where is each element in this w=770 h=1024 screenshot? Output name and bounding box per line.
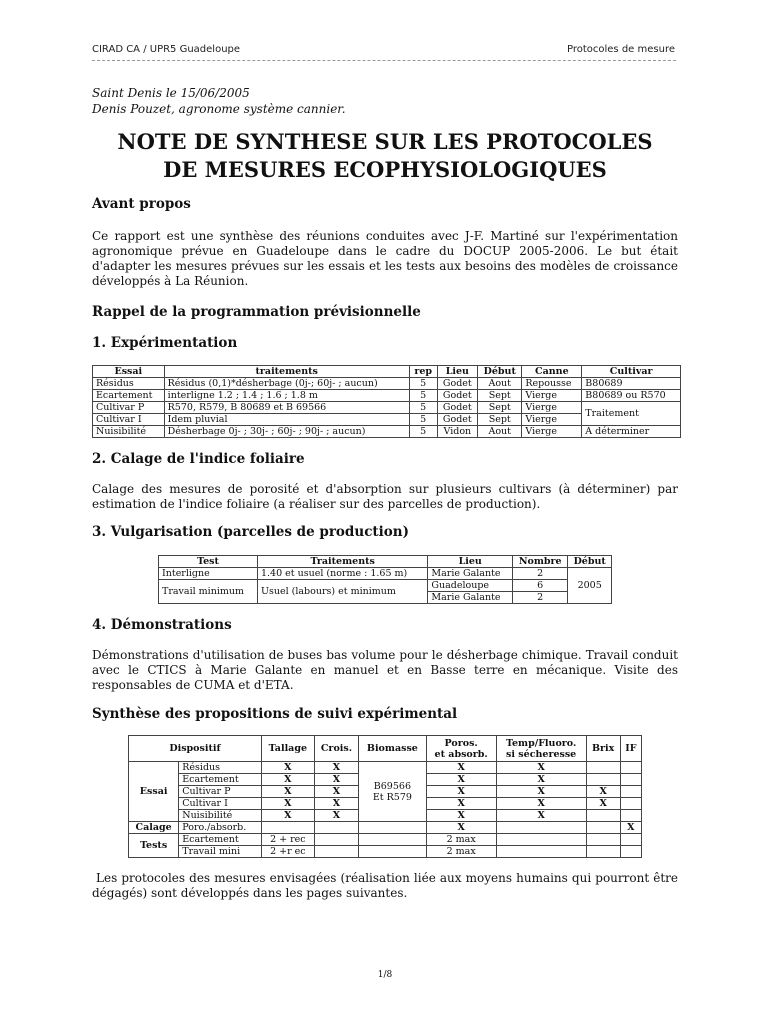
cell: Vierge: [522, 390, 582, 402]
cell: 2: [513, 568, 568, 580]
cell: [586, 810, 620, 822]
cell: Interligne: [159, 568, 258, 580]
cell: X: [314, 786, 358, 798]
cell: X: [426, 822, 496, 834]
cell: [586, 834, 620, 846]
table-row: [93, 378, 681, 390]
cell: Désherbage 0j- ; 30j- ; 60j- ; 90j- ; aucun): [164, 426, 409, 438]
cell: Vierge: [522, 414, 582, 426]
cell: Nuisibilité: [179, 810, 262, 822]
cell: X: [426, 786, 496, 798]
group-essai: Essai: [129, 762, 179, 822]
col-dispositif: Dispositif: [129, 736, 262, 762]
heading-experimentation: 1. Expérimentation: [92, 335, 238, 351]
cell: Cultivar P: [93, 402, 165, 414]
cell: 5: [409, 414, 437, 426]
cell: Cultivar I: [179, 798, 262, 810]
page-number: 1/8: [377, 970, 393, 980]
cell: Repousse: [522, 378, 582, 390]
col-temp-line2: si sécheresse: [506, 748, 577, 760]
calage-text: Calage des mesures de porosité et d'absorption sur plusieurs cultivars (à déterminer) par estimation de l'indice foliaire (a réaliser sur des parcelles de production).: [92, 482, 678, 511]
cell: X: [261, 774, 314, 786]
cell: [620, 834, 641, 846]
cell: [359, 834, 426, 846]
col-test: Test: [159, 556, 258, 568]
cell: Ecartement: [93, 390, 165, 402]
cell: [314, 834, 358, 846]
table-row: [159, 580, 612, 592]
cell: Travail mini: [179, 846, 262, 858]
table-row: [159, 568, 612, 580]
cell: X: [261, 810, 314, 822]
cell: 1.40 et usuel (norme : 1.65 m): [257, 568, 427, 580]
header-right: Protocoles de mesure: [566, 44, 675, 55]
cell: [620, 786, 641, 798]
cell: Résidus (0,1)*désherbage (0j-; 60j- ; aucun): [164, 378, 409, 390]
cell: Ecartement: [179, 774, 262, 786]
cell: X: [620, 822, 641, 834]
cell: Aout: [478, 426, 522, 438]
cell: [496, 822, 586, 834]
table-row: [129, 822, 642, 834]
document-title: [60, 128, 710, 184]
cell: X: [314, 762, 358, 774]
experimentation-table: [92, 365, 681, 438]
table-header-row: [93, 366, 681, 378]
group-tests: Tests: [129, 834, 179, 858]
cell: [496, 834, 586, 846]
cell: Poro./absorb.: [179, 822, 262, 834]
cell: Vierge: [522, 402, 582, 414]
cell: Résidus: [179, 762, 262, 774]
cell: Godet: [437, 378, 477, 390]
cell: Godet: [437, 414, 477, 426]
cell: Sept: [478, 414, 522, 426]
col-lieu: Lieu: [428, 556, 513, 568]
col-biomasse: Biomasse: [359, 736, 426, 762]
heading-vulgarisation: 3. Vulgarisation (parcelles de production): [92, 524, 409, 540]
table-row: [129, 762, 642, 774]
heading-rappel: Rappel de la programmation prévisionnelle: [92, 304, 421, 320]
cell: [586, 774, 620, 786]
cell: X: [261, 762, 314, 774]
cell: Cultivar I: [93, 414, 165, 426]
cell: [314, 822, 358, 834]
title-line-2: DE MESURES ECOPHYSIOLOGIQUES: [163, 157, 607, 182]
col-temp: [496, 736, 586, 762]
avant-propos-text: Ce rapport est une synthèse des réunions conduites avec J-F. Martiné sur l'expérimentation agronomique prévue en Guadeloupe dans le cadre du DOCUP 2005-2006. Le but était d'adapter les mesures prévues sur les essais et les tests aux besoins des modèles de croissance développés à La Réunion.: [92, 229, 678, 288]
cell: X: [261, 798, 314, 810]
cell: X: [426, 798, 496, 810]
cell: Marie Galante: [428, 592, 513, 604]
col-traitements: traitements: [164, 366, 409, 378]
col-poros-line1: Poros.: [444, 737, 478, 749]
cell: Godet: [437, 390, 477, 402]
col-cultivar: Cultivar: [582, 366, 681, 378]
table-row: [129, 834, 642, 846]
cell: X: [586, 798, 620, 810]
cell: 2: [513, 592, 568, 604]
cell: Marie Galante: [428, 568, 513, 580]
cell: X: [314, 798, 358, 810]
col-lieu: Lieu: [437, 366, 477, 378]
cell: X: [496, 786, 586, 798]
group-calage: Calage: [129, 822, 179, 834]
cell: [359, 822, 426, 834]
cell: X: [314, 774, 358, 786]
header-rule: [92, 60, 676, 61]
cell: [314, 846, 358, 858]
cell: X: [586, 786, 620, 798]
demonstrations-text: Démonstrations d'utilisation de buses bas volume pour le désherbage chimique. Travail conduit avec le CTICS à Marie Galante en manuel et en Basse terre en mécanique. Visite des responsables de CUMA et d'ETA.: [92, 648, 678, 692]
cell: X: [314, 810, 358, 822]
synthese-table: [128, 735, 642, 858]
col-debut: Début: [568, 556, 612, 568]
cell: Vidon: [437, 426, 477, 438]
cell: 5: [409, 402, 437, 414]
header-left: CIRAD CA / UPR5 Guadeloupe: [92, 44, 241, 55]
closing-text: Les protocoles des mesures envisagées (réalisation liée aux moyens humains qui pourront être dégagés) sont développés dans les pages suivantes.: [92, 871, 678, 900]
cell: Sept: [478, 390, 522, 402]
cell: Sept: [478, 402, 522, 414]
table-header-row: [159, 556, 612, 568]
cell: X: [496, 762, 586, 774]
heading-demonstrations: 4. Démonstrations: [92, 617, 232, 633]
table-row: [93, 390, 681, 402]
table-row: [129, 846, 642, 858]
cell: R570, R579, B 80689 et B 69566: [164, 402, 409, 414]
cell: X: [426, 774, 496, 786]
heading-avant-propos: Avant propos: [92, 196, 191, 212]
table-row: [93, 402, 681, 414]
cell: X: [496, 774, 586, 786]
cell: Cultivar P: [179, 786, 262, 798]
cell: [586, 762, 620, 774]
col-rep: rep: [409, 366, 437, 378]
cell: Idem pluvial: [164, 414, 409, 426]
cell: interligne 1.2 ; 1.4 ; 1.6 ; 1.8 m: [164, 390, 409, 402]
heading-calage: 2. Calage de l'indice foliaire: [92, 451, 305, 467]
col-poros: [426, 736, 496, 762]
cell: [620, 798, 641, 810]
col-debut: Début: [478, 366, 522, 378]
cell: 2 + rec: [261, 834, 314, 846]
cell: 2 max: [426, 846, 496, 858]
cell: Vierge: [522, 426, 582, 438]
cell: [620, 774, 641, 786]
cell: Résidus: [93, 378, 165, 390]
heading-synthese: Synthèse des propositions de suivi expérimental: [92, 706, 458, 722]
cell: Godet: [437, 402, 477, 414]
col-traitements: Traitements: [257, 556, 427, 568]
cell: 5: [409, 390, 437, 402]
cell: B80689 ou R570: [582, 390, 681, 402]
col-canne: Canne: [522, 366, 582, 378]
cell: Nuisibilité: [93, 426, 165, 438]
cell: 5: [409, 378, 437, 390]
col-temp-line1: Temp/Fluoro.: [506, 737, 577, 749]
table-row: [93, 426, 681, 438]
cell: Traitement: [582, 402, 681, 426]
cell-biomasse: [359, 762, 426, 822]
vulgarisation-table: [158, 555, 612, 604]
cell: Usuel (labours) et minimum: [257, 580, 427, 604]
cell: X: [496, 810, 586, 822]
author: Denis Pouzet, agronome système cannier.: [92, 102, 346, 116]
cell: [359, 846, 426, 858]
cell: Guadeloupe: [428, 580, 513, 592]
col-tallage: Tallage: [261, 736, 314, 762]
cell: Ecartement: [179, 834, 262, 846]
title-line-1: NOTE DE SYNTHESE SUR LES PROTOCOLES: [117, 129, 653, 154]
cell: X: [426, 810, 496, 822]
col-brix: Brix: [586, 736, 620, 762]
cell: Aout: [478, 378, 522, 390]
cell: X: [426, 762, 496, 774]
col-if: IF: [620, 736, 641, 762]
cell: 5: [409, 426, 437, 438]
cell: [261, 822, 314, 834]
biomasse-line2: Et R579: [372, 791, 412, 803]
cell: [620, 762, 641, 774]
cell: [586, 822, 620, 834]
place-date: Saint Denis le 15/06/2005: [92, 86, 250, 100]
cell-debut: 2005: [568, 568, 612, 604]
col-essai: Essai: [93, 366, 165, 378]
col-nombre: Nombre: [513, 556, 568, 568]
cell: [620, 810, 641, 822]
cell: X: [261, 786, 314, 798]
biomasse-line1: B69566: [373, 780, 411, 792]
col-poros-line2: et absorb.: [434, 748, 488, 760]
cell: [586, 846, 620, 858]
cell: 6: [513, 580, 568, 592]
table-header-row: [129, 736, 642, 762]
cell: X: [496, 798, 586, 810]
col-crois: Crois.: [314, 736, 358, 762]
cell: [496, 846, 586, 858]
cell: 2 max: [426, 834, 496, 846]
cell: A déterminer: [582, 426, 681, 438]
cell: Travail minimum: [159, 580, 258, 604]
cell: B80689: [582, 378, 681, 390]
cell: 2 +r ec: [261, 846, 314, 858]
cell: [620, 846, 641, 858]
